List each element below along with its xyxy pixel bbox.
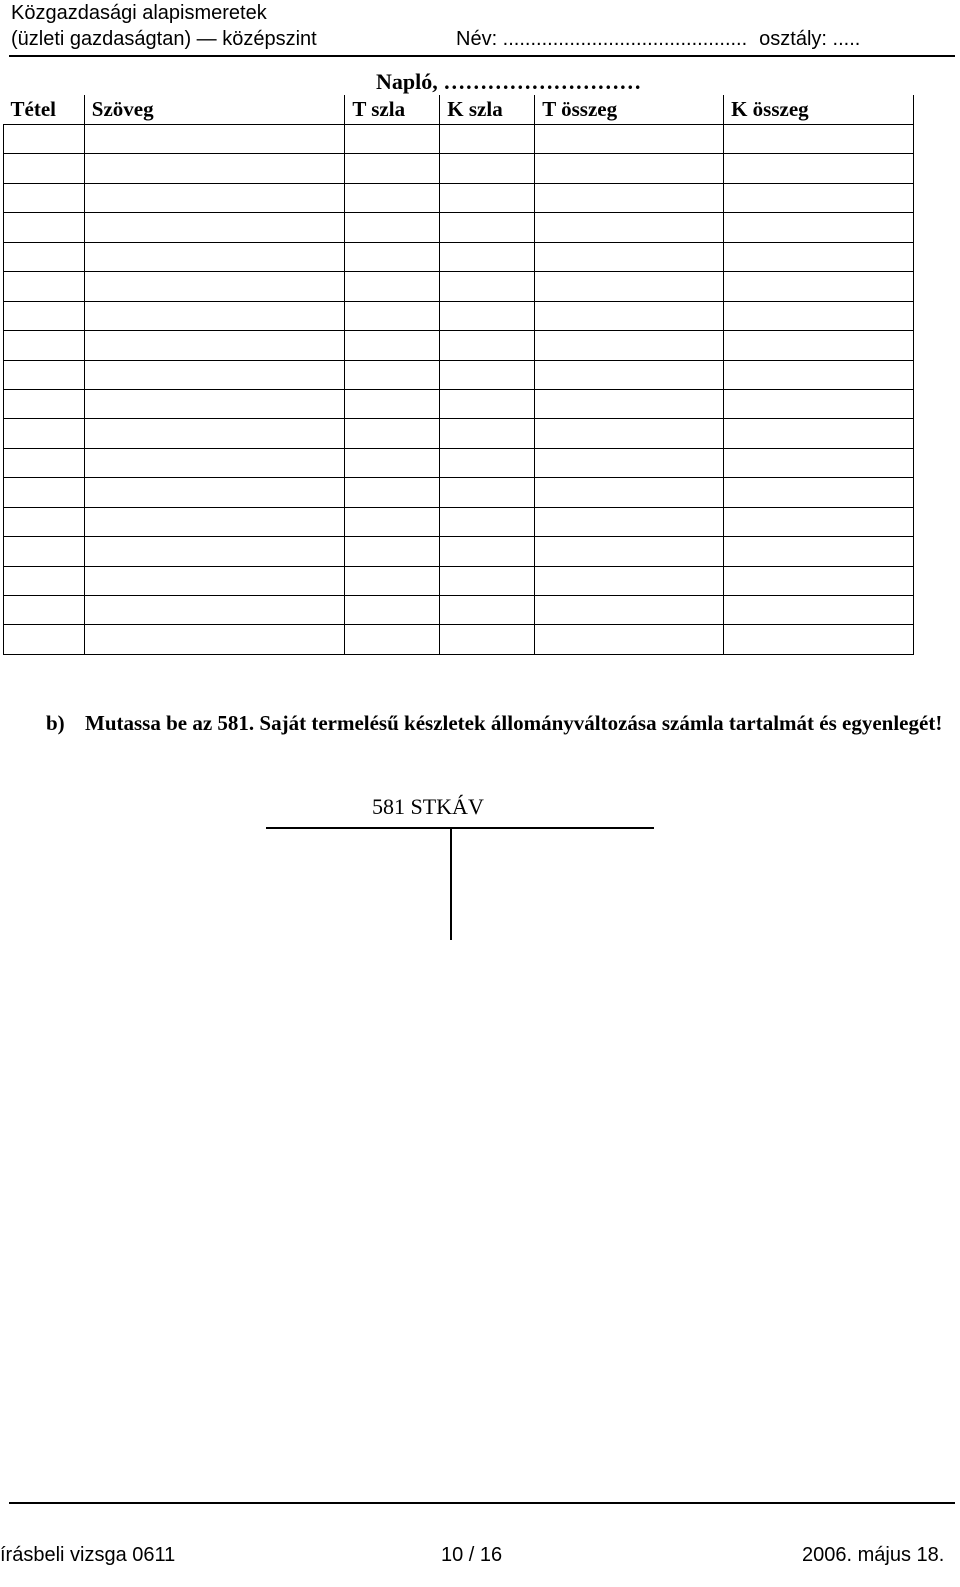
table-cell[interactable]: [440, 242, 535, 271]
table-cell[interactable]: [345, 125, 440, 154]
table-row: [4, 360, 914, 389]
table-cell[interactable]: [345, 183, 440, 212]
table-cell[interactable]: [440, 537, 535, 566]
table-cell[interactable]: [535, 213, 724, 242]
table-cell[interactable]: [724, 507, 914, 536]
column-header: Tétel: [4, 95, 85, 125]
table-cell[interactable]: [345, 507, 440, 536]
table-cell[interactable]: [4, 507, 85, 536]
table-cell[interactable]: [345, 331, 440, 360]
table-cell[interactable]: [440, 272, 535, 301]
table-cell[interactable]: [4, 537, 85, 566]
table-cell[interactable]: [724, 566, 914, 595]
table-cell[interactable]: [345, 242, 440, 271]
table-cell[interactable]: [724, 625, 914, 655]
table-cell[interactable]: [535, 154, 724, 183]
table-cell[interactable]: [4, 272, 85, 301]
table-row: [4, 301, 914, 330]
table-cell[interactable]: [4, 125, 85, 154]
table-cell[interactable]: [535, 301, 724, 330]
table-cell[interactable]: [724, 389, 914, 418]
table-cell[interactable]: [440, 360, 535, 389]
table-cell[interactable]: [4, 596, 85, 625]
table-cell[interactable]: [84, 507, 345, 536]
table-cell[interactable]: [535, 272, 724, 301]
table-row: [4, 566, 914, 595]
table-cell[interactable]: [440, 507, 535, 536]
t-account-vertical-line: [450, 828, 452, 940]
table-row: [4, 625, 914, 655]
table-cell[interactable]: [535, 125, 724, 154]
table-row: [4, 478, 914, 507]
table-cell[interactable]: [535, 183, 724, 212]
table-cell[interactable]: [4, 448, 85, 477]
table-cell[interactable]: [535, 419, 724, 448]
table-cell[interactable]: [440, 596, 535, 625]
table-cell[interactable]: [724, 301, 914, 330]
table-cell[interactable]: [345, 419, 440, 448]
table-row: [4, 125, 914, 154]
table-cell[interactable]: [4, 242, 85, 271]
table-cell[interactable]: [345, 272, 440, 301]
table-cell[interactable]: [535, 331, 724, 360]
footer-date: 2006. május 18.: [802, 1544, 945, 1566]
table-cell[interactable]: [535, 507, 724, 536]
table-cell[interactable]: [4, 360, 85, 389]
table-cell[interactable]: [440, 154, 535, 183]
journal-body: [4, 125, 914, 655]
table-row: [4, 507, 914, 536]
table-cell[interactable]: [440, 419, 535, 448]
table-cell[interactable]: [535, 596, 724, 625]
table-cell[interactable]: [84, 478, 345, 507]
subject-subtitle: (üzleti gazdaságtan) — középszint: [11, 28, 317, 50]
table-cell[interactable]: [535, 360, 724, 389]
table-cell[interactable]: [724, 242, 914, 271]
task-letter: b): [46, 711, 65, 735]
table-cell[interactable]: [84, 331, 345, 360]
table-cell[interactable]: [345, 301, 440, 330]
table-cell[interactable]: [84, 125, 345, 154]
table-cell[interactable]: [724, 125, 914, 154]
table-row: [4, 154, 914, 183]
table-cell[interactable]: [724, 596, 914, 625]
subject-title: Közgazdasági alapismeretek: [11, 2, 267, 24]
table-cell[interactable]: [84, 419, 345, 448]
column-header: T szla: [345, 95, 440, 125]
table-cell[interactable]: [4, 389, 85, 418]
table-row: [4, 419, 914, 448]
table-cell[interactable]: [84, 566, 345, 595]
table-cell[interactable]: [84, 625, 345, 655]
table-cell[interactable]: [4, 625, 85, 655]
table-cell[interactable]: [535, 448, 724, 477]
table-cell[interactable]: [84, 213, 345, 242]
journal-header-row: [4, 95, 914, 125]
page-header-left: [11, 0, 317, 52]
table-cell[interactable]: [724, 419, 914, 448]
table-cell[interactable]: [4, 419, 85, 448]
column-header: K összeg: [724, 95, 914, 125]
table-cell[interactable]: [345, 596, 440, 625]
table-cell[interactable]: [724, 360, 914, 389]
task-instruction: Mutassa be az 581. Saját termelésű készletek állományváltozása számla tartalmát és egyenlegét!: [85, 711, 943, 735]
journal-title: Napló, ………………………: [376, 69, 642, 94]
table-cell[interactable]: [440, 566, 535, 595]
table-cell[interactable]: [4, 478, 85, 507]
table-cell[interactable]: [4, 331, 85, 360]
table-cell[interactable]: [724, 448, 914, 477]
table-cell[interactable]: [345, 154, 440, 183]
table-row: [4, 596, 914, 625]
table-cell[interactable]: [440, 301, 535, 330]
table-cell[interactable]: [535, 389, 724, 418]
table-cell[interactable]: [4, 154, 85, 183]
table-cell[interactable]: [84, 360, 345, 389]
table-row: [4, 331, 914, 360]
t-account-horizontal-line: [266, 827, 654, 829]
table-cell[interactable]: [84, 537, 345, 566]
table-cell[interactable]: [724, 537, 914, 566]
table-cell[interactable]: [724, 183, 914, 212]
table-cell[interactable]: [4, 213, 85, 242]
table-cell[interactable]: [535, 242, 724, 271]
table-cell[interactable]: [440, 478, 535, 507]
footer-page-number: 10 / 16: [441, 1544, 503, 1566]
table-cell[interactable]: [4, 183, 85, 212]
table-cell[interactable]: [440, 331, 535, 360]
footer-exam-code: írásbeli vizsga 0611: [0, 1544, 176, 1566]
table-cell[interactable]: [345, 389, 440, 418]
table-cell[interactable]: [84, 301, 345, 330]
table-cell[interactable]: [84, 389, 345, 418]
table-cell[interactable]: [4, 566, 85, 595]
table-cell[interactable]: [84, 272, 345, 301]
table-cell[interactable]: [84, 242, 345, 271]
table-cell[interactable]: [345, 566, 440, 595]
table-cell[interactable]: [345, 448, 440, 477]
table-cell[interactable]: [535, 478, 724, 507]
table-cell[interactable]: [724, 331, 914, 360]
table-cell[interactable]: [345, 537, 440, 566]
table-cell[interactable]: [345, 360, 440, 389]
table-cell[interactable]: [345, 213, 440, 242]
table-cell[interactable]: [535, 537, 724, 566]
table-cell[interactable]: [4, 301, 85, 330]
table-row: [4, 213, 914, 242]
table-row: [4, 389, 914, 418]
table-cell[interactable]: [724, 272, 914, 301]
t-account-title: 581 STKÁV: [372, 794, 484, 819]
table-cell[interactable]: [84, 183, 345, 212]
table-cell[interactable]: [724, 154, 914, 183]
column-header: T összeg: [535, 95, 724, 125]
table-cell[interactable]: [724, 213, 914, 242]
column-header: K szla: [440, 95, 535, 125]
table-cell[interactable]: [535, 566, 724, 595]
table-row: [4, 242, 914, 271]
header-divider: [9, 55, 955, 57]
table-cell[interactable]: [440, 183, 535, 212]
table-row: [4, 272, 914, 301]
table-cell[interactable]: [440, 125, 535, 154]
footer-divider: [9, 1502, 955, 1504]
column-header: Szöveg: [84, 95, 345, 125]
table-cell[interactable]: [84, 448, 345, 477]
table-row: [4, 183, 914, 212]
table-cell[interactable]: [440, 448, 535, 477]
table-cell[interactable]: [84, 154, 345, 183]
table-cell[interactable]: [345, 478, 440, 507]
table-cell[interactable]: [440, 625, 535, 655]
journal-table: [3, 95, 914, 655]
table-cell[interactable]: [440, 213, 535, 242]
table-cell[interactable]: [440, 389, 535, 418]
table-row: [4, 537, 914, 566]
class-field: osztály: .....: [759, 28, 861, 50]
table-cell[interactable]: [724, 478, 914, 507]
name-field: Név: ............................................: [456, 28, 748, 50]
page-header-right: [456, 26, 860, 52]
table-cell[interactable]: [345, 625, 440, 655]
table-cell[interactable]: [84, 596, 345, 625]
table-row: [4, 448, 914, 477]
table-cell[interactable]: [535, 625, 724, 655]
